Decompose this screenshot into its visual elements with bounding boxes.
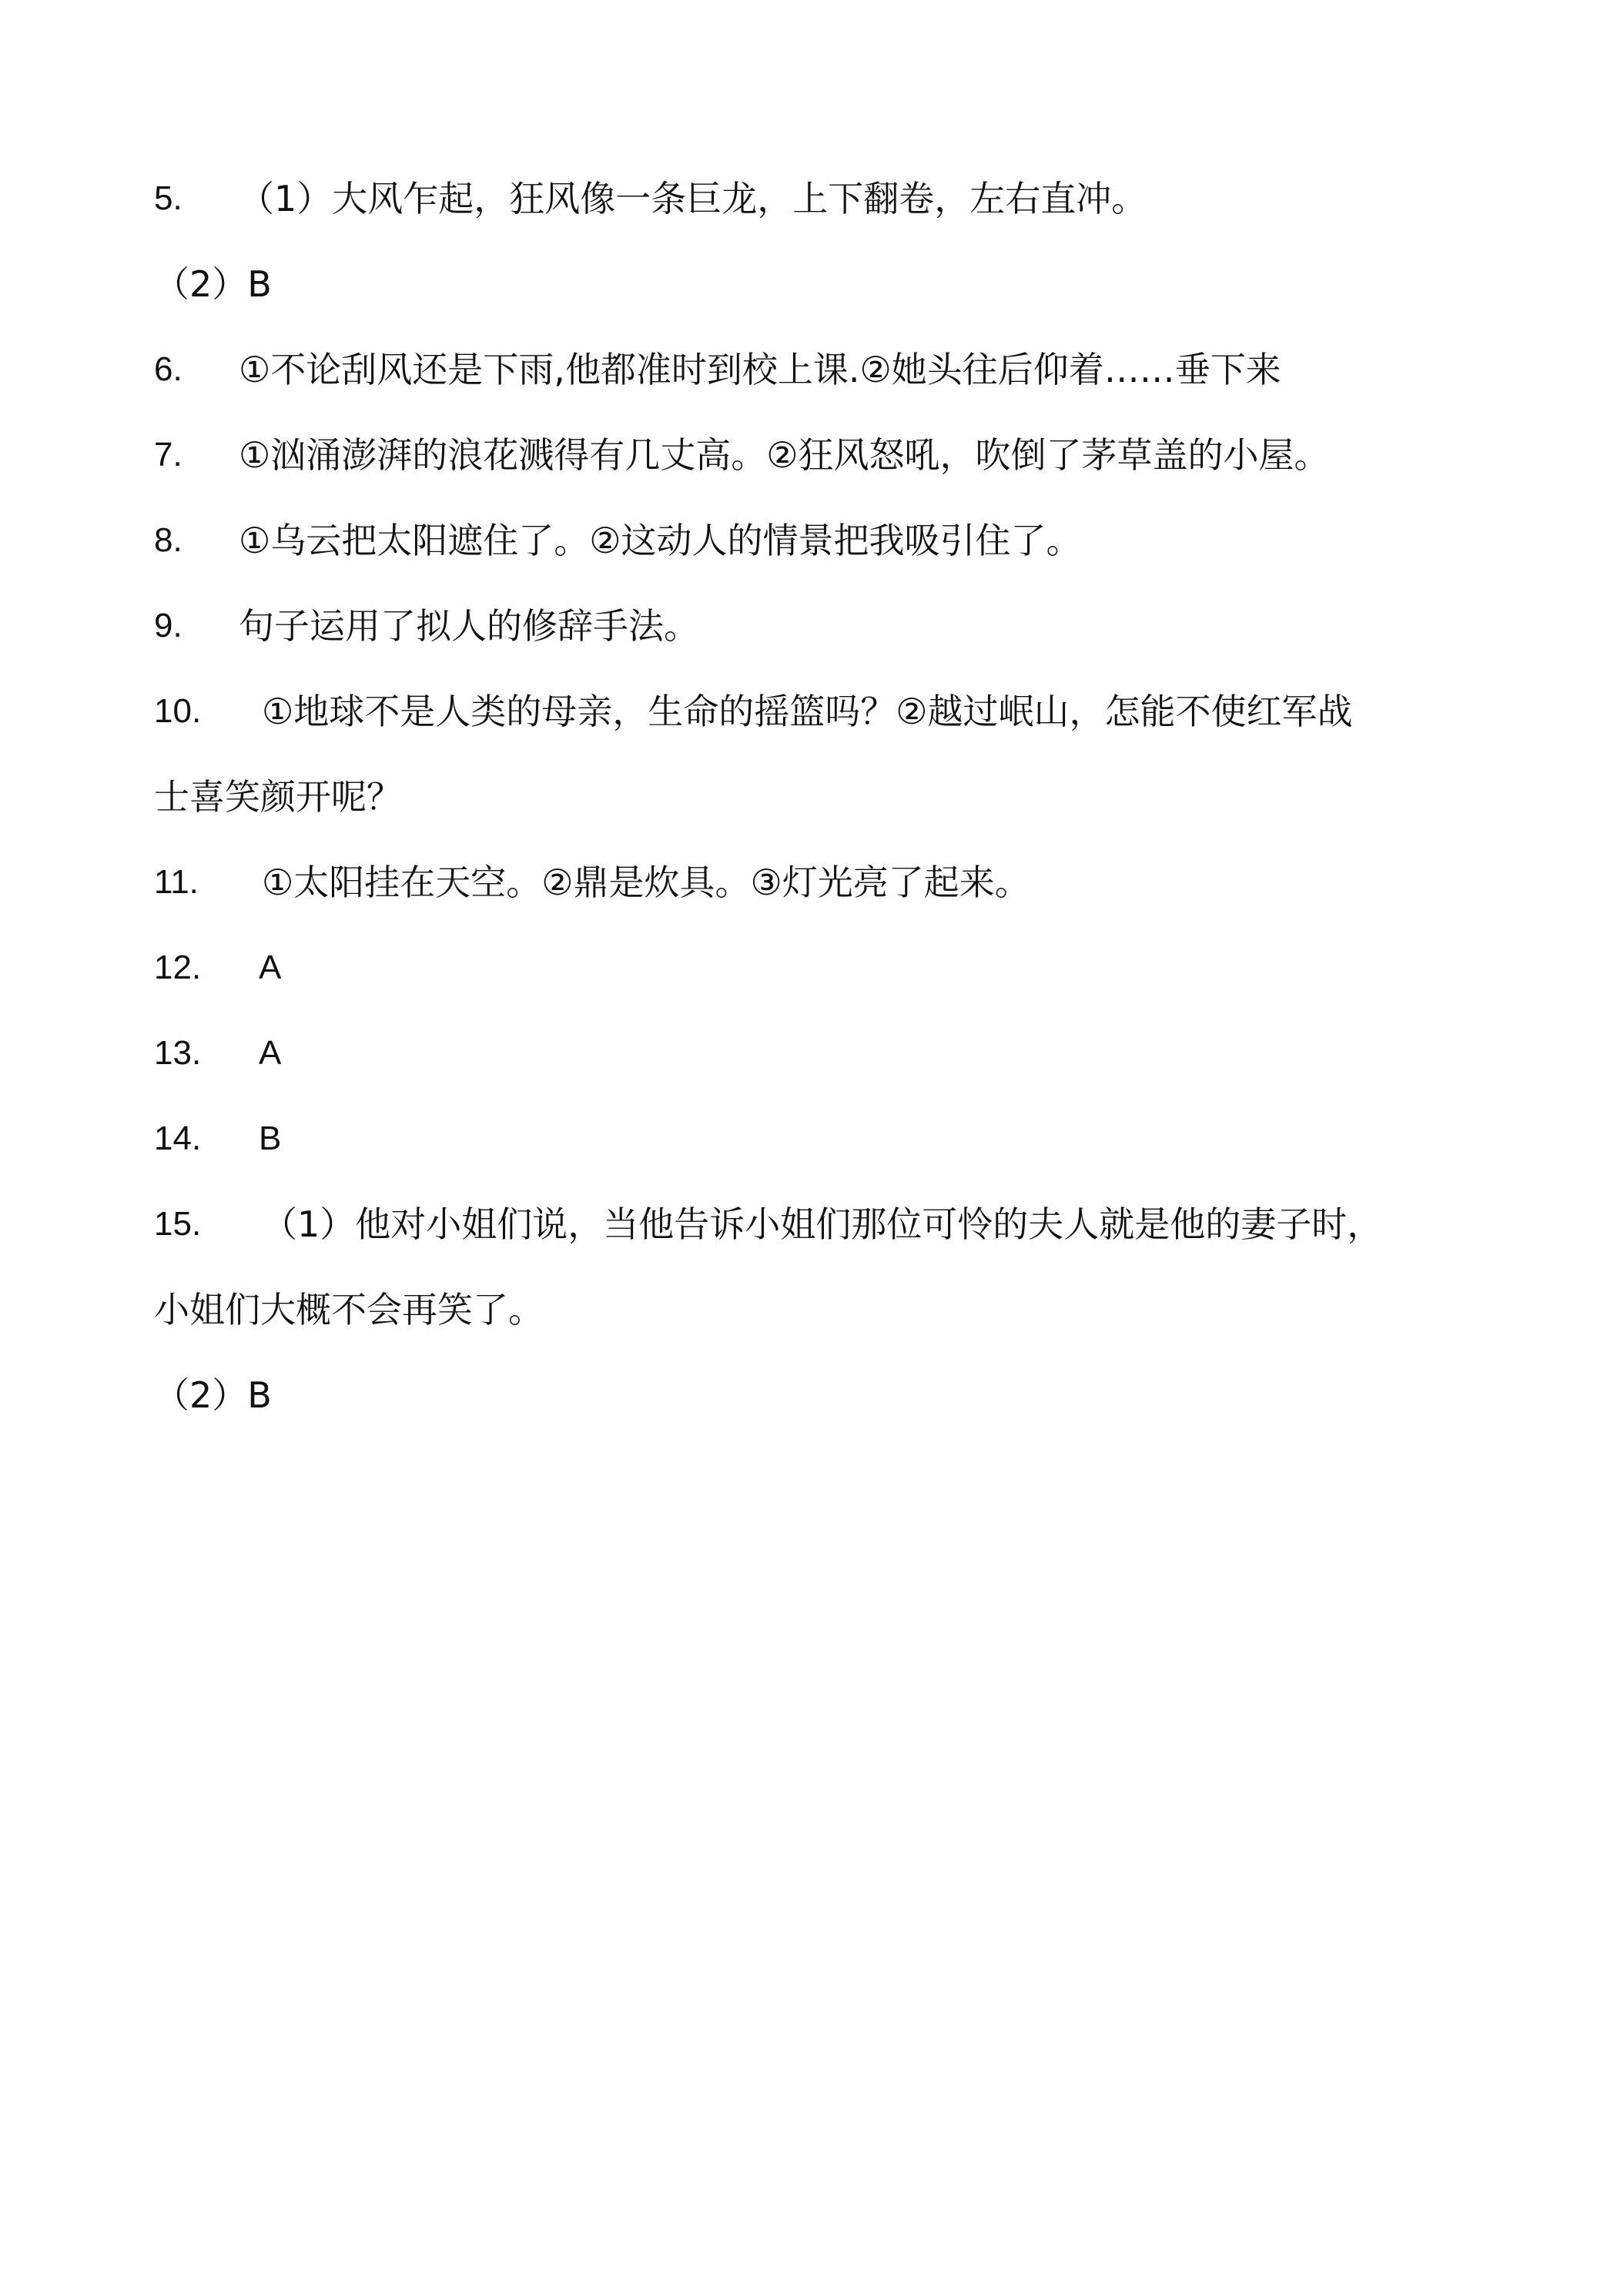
subitem-text: （2）B (154, 1374, 272, 1416)
answer-item-15-continuation (154, 1279, 544, 1340)
item-text: （1）他对小姐们说，当他告诉小姐们那位可怜的夫人就是他的妻子时， (262, 1203, 1383, 1245)
item-text: 句子运用了拟人的修辞手法。 (239, 605, 699, 647)
item-text: B (259, 1120, 282, 1157)
item-text: ①汹涌澎湃的浪花溅得有几丈高。②狂风怒吼，吹倒了茅草盖的小屋。 (239, 434, 1330, 476)
item-number: 13. (154, 1034, 202, 1072)
item-text: ①太阳挂在天空。②鼎是炊具。③灯光亮了起来。 (262, 862, 1030, 903)
item-number: 7. (154, 436, 182, 474)
item-text: ①地球不是人类的母亲，生命的摇篮吗？②越过岷山，怎能不使红军战 (262, 691, 1353, 732)
item-number: 11. (154, 863, 199, 901)
item-number: 8. (154, 521, 182, 559)
item-number: 9. (154, 607, 182, 644)
item-number: 6. (154, 350, 182, 388)
item-text: ①乌云把太阳遮住了。②这动人的情景把我吸引住了。 (239, 520, 1082, 561)
item-text-continuation: 士喜笑颜开呢？ (154, 776, 402, 818)
answer-subitem-15-2 (154, 1364, 272, 1426)
item-number: 14. (154, 1120, 202, 1157)
subitem-text: （2）B (154, 263, 272, 305)
item-text: A (259, 949, 282, 986)
item-number: 5. (154, 179, 182, 217)
answer-subitem-5-2 (154, 253, 272, 315)
item-number: 15. (154, 1205, 202, 1243)
item-number: 10. (154, 692, 202, 730)
item-text: A (259, 1034, 282, 1072)
answer-item-10-continuation (154, 766, 402, 828)
item-text: ①不论刮风还是下雨,他都准时到校上课.②她头往后仰着……垂下来 (239, 349, 1281, 390)
item-text-continuation: 小姐们大概不会再笑了。 (154, 1289, 544, 1330)
item-number: 12. (154, 949, 202, 986)
item-text: （1）大风乍起，狂风像一条巨龙，上下翻卷，左右直冲。 (239, 178, 1147, 219)
